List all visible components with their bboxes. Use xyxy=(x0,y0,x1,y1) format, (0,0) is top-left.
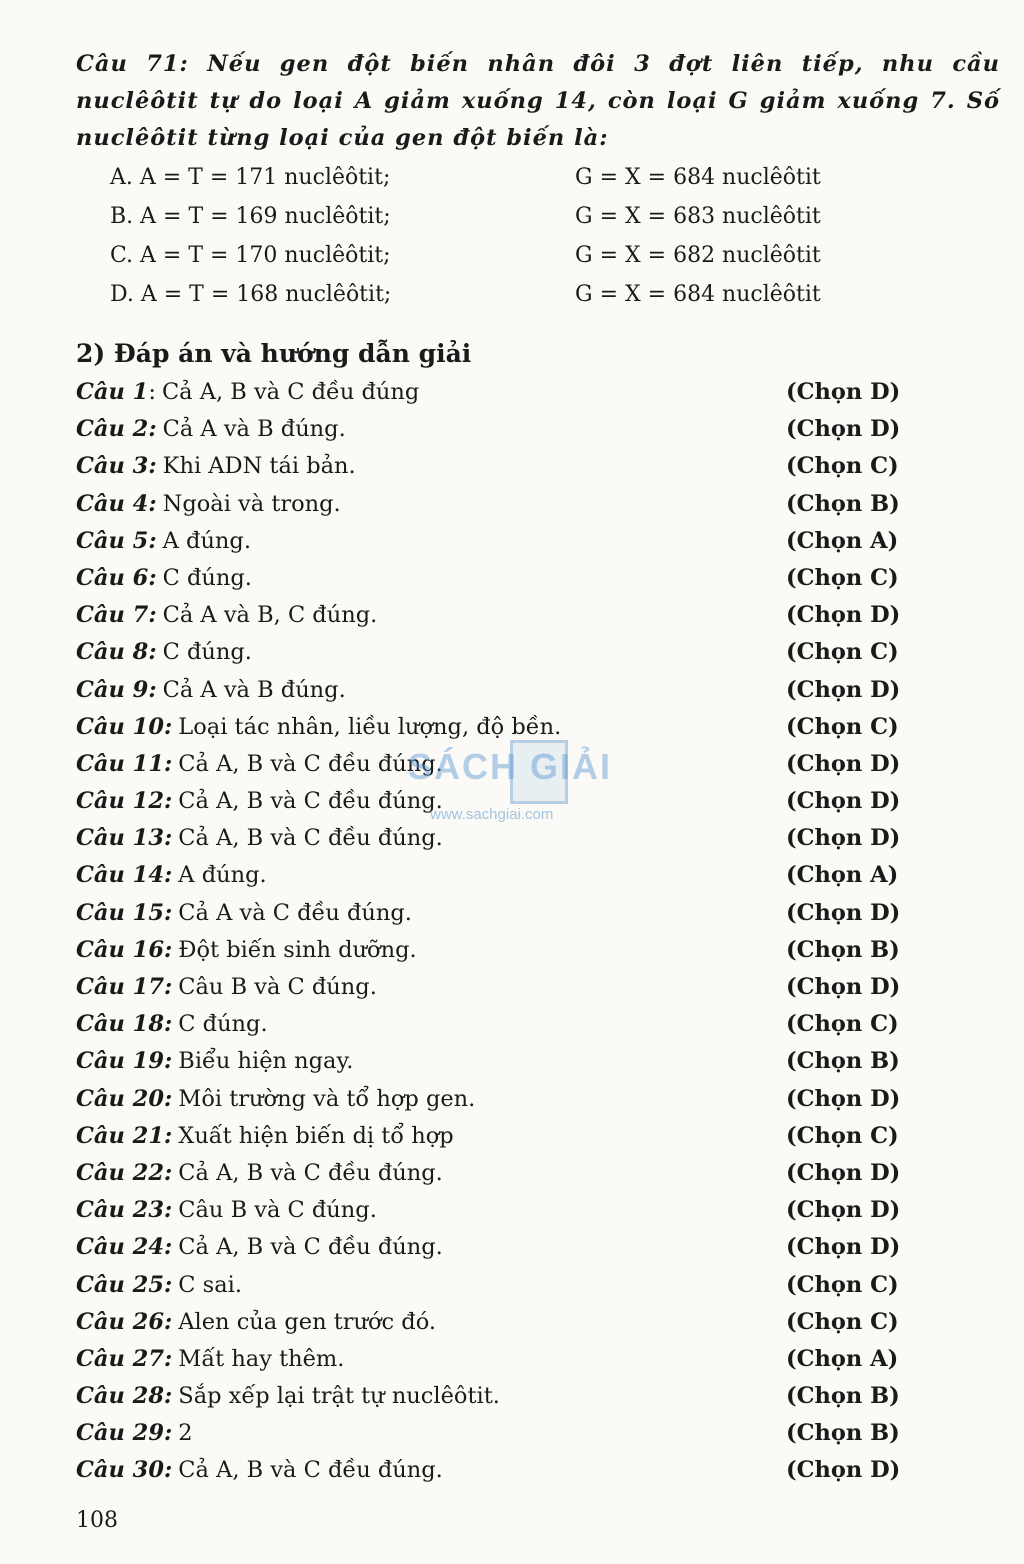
answer-text: Câu B và C đúng. xyxy=(178,1197,377,1224)
answer-text: C đúng. xyxy=(162,639,252,666)
answer-choice: (Chọn C) xyxy=(786,1011,899,1038)
answer-choice: (Chọn D) xyxy=(786,788,901,815)
answer-text: Cả A, B và C đều đúng. xyxy=(178,825,443,852)
answer-text: C đúng. xyxy=(162,564,252,591)
answer-label: Câu 26: xyxy=(76,1308,173,1335)
answer-row xyxy=(76,1304,916,1341)
answer-separator: : xyxy=(148,379,156,405)
answer-label: Câu 16: xyxy=(76,936,173,963)
answer-row xyxy=(76,1229,916,1266)
answer-label: Câu 5: xyxy=(76,527,157,554)
answer-choice: (Chọn D) xyxy=(786,416,901,443)
watermark-brand: SÁCH GIẢI xyxy=(408,746,613,787)
answer-row xyxy=(76,783,916,820)
option-a xyxy=(110,158,910,197)
answer-choice: (Chọn D) xyxy=(786,1234,901,1261)
question-71 xyxy=(76,46,1000,157)
answer-text: Alen của gen trước đó. xyxy=(178,1308,437,1335)
answer-label: Câu 6: xyxy=(76,564,157,591)
answer-text: A đúng. xyxy=(162,527,251,554)
answer-row xyxy=(76,560,916,597)
answer-text: Cả A, B và C đều đúng. xyxy=(178,788,443,815)
answer-choice: (Chọn D) xyxy=(786,1457,901,1484)
answer-choice: (Chọn D) xyxy=(786,602,901,629)
answer-choice: (Chọn D) xyxy=(786,1159,901,1186)
answer-text: Biểu hiện ngay. xyxy=(178,1048,354,1075)
answer-label: Câu 21: xyxy=(76,1122,173,1149)
answer-choice: (Chọn D) xyxy=(786,379,901,405)
answer-row xyxy=(76,597,916,634)
answer-label: Câu 15: xyxy=(76,899,173,926)
answer-label: Câu 7: xyxy=(76,602,157,629)
answer-choice: (Chọn D) xyxy=(786,899,901,926)
answer-label: Câu 1 xyxy=(76,379,149,405)
answer-text: Cả A, B và C đều đúng. xyxy=(178,1457,443,1484)
answer-label: Câu 8: xyxy=(76,639,157,666)
answer-choice: (Chọn A) xyxy=(786,527,899,554)
answer-choice: (Chọn B) xyxy=(786,1420,900,1447)
answer-text: C đúng. xyxy=(178,1011,268,1038)
answer-label: Câu 20: xyxy=(76,1085,173,1112)
answer-text: Cả A, B và C đều đúng. xyxy=(178,1159,443,1186)
answer-row xyxy=(76,709,916,746)
answer-row xyxy=(76,932,916,969)
answer-row xyxy=(76,895,916,932)
answer-row xyxy=(76,1341,916,1378)
answer-label: Câu 12: xyxy=(76,788,173,815)
answer-text: Câu B và C đúng. xyxy=(178,974,377,1000)
answer-label: Câu 14: xyxy=(76,862,173,889)
answer-label: Câu 11: xyxy=(76,750,173,777)
option-c-at: C. A = T = 170 nuclêôtit; xyxy=(110,243,391,268)
answer-text: 2 xyxy=(178,1420,193,1447)
answer-text: Cả A và C đều đúng. xyxy=(178,899,412,926)
answer-text: Cả A, B và C đều đúng xyxy=(161,379,420,405)
answer-choice: (Chọn C) xyxy=(786,1271,899,1298)
option-c-gx: G = X = 682 nuclêôtit xyxy=(575,243,821,268)
answer-label: Câu 22: xyxy=(76,1159,173,1186)
answer-label: Câu 4: xyxy=(76,490,157,517)
answer-label: Câu 9: xyxy=(76,676,157,703)
answer-label: Câu 28: xyxy=(76,1383,173,1410)
answer-text: Cả A, B và C đều đúng. xyxy=(178,1234,443,1261)
answer-text: A đúng. xyxy=(178,862,267,889)
answer-row xyxy=(76,486,916,523)
answer-text: Ngoài và trong. xyxy=(162,490,341,517)
answer-label: Câu 18: xyxy=(76,1011,173,1038)
answer-row xyxy=(76,969,916,1006)
answer-row xyxy=(76,1155,916,1192)
answer-choice: (Chọn B) xyxy=(786,936,900,963)
answer-text: Môi trường và tổ hợp gen. xyxy=(178,1085,476,1112)
answer-choice: (Chọn C) xyxy=(786,1308,899,1335)
answer-text: Loại tác nhân, liều lượng, độ bền. xyxy=(178,713,562,740)
answer-row xyxy=(76,1452,916,1489)
answer-label: Câu 27: xyxy=(76,1345,173,1372)
option-b xyxy=(110,197,910,236)
option-c xyxy=(110,236,910,275)
answer-text: Xuất hiện biến dị tổ hợp xyxy=(178,1122,454,1149)
answer-choice: (Chọn D) xyxy=(786,676,901,703)
option-d xyxy=(110,275,910,314)
answer-text: Cả A và B, C đúng. xyxy=(162,602,378,629)
answer-row xyxy=(76,857,916,894)
answer-choice: (Chọn D) xyxy=(786,825,901,852)
answer-row xyxy=(76,1081,916,1118)
answer-label: Câu 23: xyxy=(76,1197,173,1224)
answer-row xyxy=(76,1006,916,1043)
answer-row xyxy=(76,1043,916,1080)
option-d-at: D. A = T = 168 nuclêôtit; xyxy=(110,282,392,307)
answer-choice: (Chọn C) xyxy=(786,713,899,740)
answer-label: Câu 29: xyxy=(76,1420,173,1447)
answer-row xyxy=(76,1267,916,1304)
question-71-text: Nếu gen đột biến nhân đôi 3 đợt liên tiếp, nhu cầu nuclêôtit tự do loại A giảm xuống 14, còn loại G giảm xuống 7. Số nuclêôtit từng loại của gen đột biến là: xyxy=(76,51,1000,151)
answer-choice: (Chọn C) xyxy=(786,639,899,666)
answer-choice: (Chọn C) xyxy=(786,1122,899,1149)
answer-row xyxy=(76,1415,916,1452)
answer-row xyxy=(76,672,916,709)
question-71-options xyxy=(110,158,910,314)
answer-label: Câu 17: xyxy=(76,974,173,1000)
answer-row xyxy=(76,634,916,671)
answer-label: Câu 25: xyxy=(76,1271,173,1298)
answer-text: Mất hay thêm. xyxy=(178,1345,345,1372)
section-title: 2) Đáp án và hướng dẫn giải xyxy=(76,339,472,368)
watermark-url: www.sachgiai.com xyxy=(430,806,554,823)
answer-choice: (Chọn B) xyxy=(786,490,900,517)
answer-choice: (Chọn D) xyxy=(786,974,901,1000)
answer-row xyxy=(76,448,916,485)
answer-choice: (Chọn C) xyxy=(786,564,899,591)
question-71-label: Câu 71: xyxy=(76,51,189,77)
answer-text: Khi ADN tái bản. xyxy=(162,453,356,480)
answer-row xyxy=(76,523,916,560)
answer-choice: (Chọn B) xyxy=(786,1383,900,1410)
answer-text: C sai. xyxy=(178,1271,242,1298)
answer-label: Câu 2: xyxy=(76,416,157,443)
answer-choice: (Chọn D) xyxy=(786,1197,901,1224)
option-a-gx: G = X = 684 nuclêôtit xyxy=(575,165,821,190)
answer-choice: (Chọn A) xyxy=(786,862,899,889)
answer-label: Câu 24: xyxy=(76,1234,173,1261)
answer-label: Câu 13: xyxy=(76,825,173,852)
page-number: 108 xyxy=(76,1508,118,1533)
answer-choice: (Chọn D) xyxy=(786,1085,901,1112)
answer-choice: (Chọn A) xyxy=(786,1345,899,1372)
answer-label: Câu 10: xyxy=(76,713,173,740)
option-a-at: A. A = T = 171 nuclêôtit; xyxy=(110,165,391,190)
answer-choice: (Chọn D) xyxy=(786,750,901,777)
answer-row xyxy=(76,1192,916,1229)
answer-row xyxy=(76,1118,916,1155)
answer-row xyxy=(76,411,916,448)
option-d-gx: G = X = 684 nuclêôtit xyxy=(575,282,821,307)
answer-text: Đột biến sinh dưỡng. xyxy=(178,936,417,963)
answer-text: Sắp xếp lại trật tự nuclêôtit. xyxy=(178,1383,500,1410)
answer-text: Cả A, B và C đều đúng. xyxy=(178,750,443,777)
answer-row xyxy=(76,1378,916,1415)
answer-text: Cả A và B đúng. xyxy=(162,416,346,443)
answer-row xyxy=(76,374,916,411)
answer-row xyxy=(76,746,916,783)
option-b-gx: G = X = 683 nuclêôtit xyxy=(575,204,821,229)
answer-list xyxy=(76,374,916,1490)
answer-label: Câu 30: xyxy=(76,1457,173,1484)
answer-choice: (Chọn C) xyxy=(786,453,899,480)
answer-label: Câu 3: xyxy=(76,453,157,480)
answer-row xyxy=(76,820,916,857)
answer-label: Câu 19: xyxy=(76,1048,173,1075)
option-b-at: B. A = T = 169 nuclêôtit; xyxy=(110,204,391,229)
answer-text: Cả A và B đúng. xyxy=(162,676,346,703)
answer-choice: (Chọn B) xyxy=(786,1048,900,1075)
